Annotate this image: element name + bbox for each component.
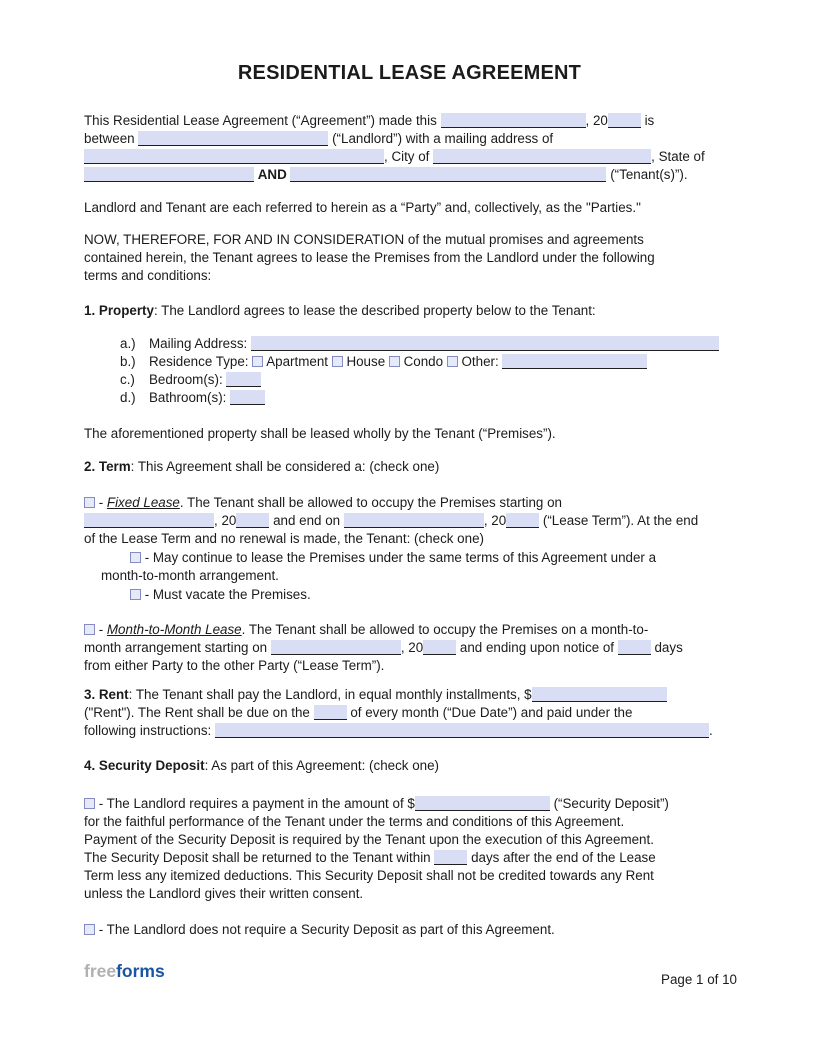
may-continue-text: - May continue to lease the Premises under the same terms of this Agreement under a	[141, 550, 657, 565]
fixed-lease-option-vacate	[84, 586, 744, 604]
deposit-required-checkbox[interactable]	[84, 798, 95, 809]
deposit-required-paragraph	[84, 795, 744, 903]
fixed-lease-text: , 20	[483, 513, 507, 528]
deposit-text: for the faithful performance of the Tenant under the terms and conditions of this Agreement.	[84, 814, 625, 829]
term-section-heading	[84, 458, 744, 476]
other-residence-type-field[interactable]	[502, 354, 647, 369]
m2m-text: month arrangement starting on	[84, 640, 271, 655]
property-heading-label: 1. Property	[84, 303, 154, 318]
rent-text: ("Rent"). The Rent shall be due on the	[84, 705, 314, 720]
consideration-text: contained herein, the Tenant agrees to lease the Premises from the Landlord under the following	[84, 250, 655, 265]
deposit-heading-text: : As part of this Agreement: (check one)	[204, 758, 440, 773]
item-d-label: Bathroom(s):	[149, 390, 231, 405]
rent-heading-label: 3. Rent	[84, 687, 129, 702]
month-to-month-paragraph	[84, 621, 744, 675]
payment-instructions-field[interactable]	[215, 723, 709, 738]
logo-free-text: free	[84, 961, 117, 981]
fixed-end-year-field[interactable]	[506, 513, 539, 528]
consideration-text: terms and conditions:	[84, 268, 212, 283]
m2m-start-year-field[interactable]	[423, 640, 456, 655]
deposit-heading-label: 4. Security Deposit	[84, 758, 205, 773]
rent-text: of every month (“Due Date”) and paid under the	[346, 705, 633, 720]
property-item-bathrooms	[120, 389, 744, 407]
due-day-field[interactable]	[314, 705, 347, 720]
term-heading-text: : This Agreement shall be considered a: (check one)	[130, 459, 440, 474]
intro-text: , 20	[585, 113, 608, 128]
property-item-mailing-address	[120, 335, 744, 353]
property-list	[84, 335, 744, 407]
parties-text: Landlord and Tenant are each referred to herein as a “Party” and, collectively, as the "Parties."	[84, 200, 641, 215]
other-checkbox[interactable]	[447, 356, 458, 367]
fixed-lease-label: Fixed Lease	[106, 495, 180, 510]
m2m-text: -	[95, 622, 107, 637]
premises-paragraph	[84, 425, 744, 443]
intro-text: (“Tenant(s)”).	[606, 167, 688, 182]
rent-paragraph	[84, 686, 744, 740]
deposit-amount-field[interactable]	[415, 796, 550, 811]
fixed-lease-text: (“Lease Term”). At the end	[539, 513, 699, 528]
item-a-marker: a.)	[120, 336, 136, 351]
notice-days-field[interactable]	[618, 640, 651, 655]
consideration-paragraph	[84, 231, 744, 285]
fixed-lease-text: of the Lease Term and no renewal is made, the Tenant: (check one)	[84, 531, 484, 546]
bedrooms-field[interactable]	[226, 372, 261, 387]
other-option-label: Other:	[457, 354, 503, 369]
m2m-text: days	[650, 640, 683, 655]
term-heading-label: 2. Term	[84, 459, 131, 474]
intro-text: This Residential Lease Agreement (“Agreement”) made this	[84, 113, 441, 128]
deposit-text: unless the Landlord gives their written consent.	[84, 886, 364, 901]
agreement-year-field[interactable]	[608, 113, 641, 128]
month-to-month-label: Month-to-Month Lease	[106, 622, 242, 637]
parties-paragraph	[84, 199, 744, 217]
city-field[interactable]	[433, 149, 651, 164]
m2m-text: . The Tenant shall be allowed to occupy the Premises on a month-to-	[241, 622, 649, 637]
landlord-address-field[interactable]	[84, 149, 384, 164]
intro-text: (“Landlord”) with a mailing address of	[328, 131, 554, 146]
tenant-name-field[interactable]	[290, 167, 606, 182]
deposit-text: - The Landlord requires a payment in the amount of $	[95, 796, 415, 811]
month-to-month-checkbox[interactable]	[84, 624, 95, 635]
page-number: Page 1 of 10	[661, 972, 737, 987]
page-title: RESIDENTIAL LEASE AGREEMENT	[237, 62, 582, 84]
property-section-heading	[84, 302, 744, 320]
bathrooms-field[interactable]	[230, 390, 265, 405]
apartment-checkbox[interactable]	[252, 356, 263, 367]
fixed-end-date-field[interactable]	[344, 513, 484, 528]
m2m-text: from either Party to the other Party (“Lease Term”).	[84, 658, 385, 673]
fixed-lease-text: -	[95, 495, 107, 510]
intro-text: , City of	[384, 149, 434, 164]
apartment-option-label: Apartment	[263, 354, 332, 369]
may-continue-checkbox[interactable]	[130, 552, 141, 563]
intro-text: between	[84, 131, 139, 146]
fixed-lease-text: , 20	[214, 513, 237, 528]
no-deposit-text: - The Landlord does not require a Security Deposit as part of this Agreement.	[95, 922, 555, 937]
m2m-text: and ending upon notice of	[456, 640, 618, 655]
m2m-start-date-field[interactable]	[271, 640, 401, 655]
intro-paragraph	[84, 112, 744, 184]
condo-option-label: Condo	[399, 354, 447, 369]
property-item-residence-type	[120, 353, 744, 371]
rent-amount-field[interactable]	[532, 687, 667, 702]
deposit-text: The Security Deposit shall be returned to the Tenant within	[84, 850, 435, 865]
house-option-label: House	[342, 354, 389, 369]
no-deposit-paragraph	[84, 921, 744, 939]
rent-text: .	[709, 723, 713, 738]
item-a-label: Mailing Address:	[149, 336, 251, 351]
property-mailing-address-field[interactable]	[251, 336, 719, 351]
fixed-lease-option-continue	[84, 549, 744, 585]
and-label: AND	[257, 167, 287, 182]
premises-text: The aforementioned property shall be leased wholly by the Tenant (“Premises”).	[84, 426, 556, 441]
deposit-text: days after the end of the Lease	[467, 850, 656, 865]
deposit-section-heading	[84, 757, 744, 775]
rent-text: following instructions:	[84, 723, 215, 738]
state-field[interactable]	[84, 167, 254, 182]
intro-text: is	[640, 113, 655, 128]
intro-text: , State of	[651, 149, 705, 164]
item-b-marker: b.)	[120, 354, 136, 369]
fixed-start-year-field[interactable]	[236, 513, 269, 528]
freeforms-logo	[84, 961, 165, 981]
fixed-start-date-field[interactable]	[84, 513, 214, 528]
item-d-marker: d.)	[120, 390, 136, 405]
m2m-text: , 20	[400, 640, 424, 655]
fixed-lease-text: . The Tenant shall be allowed to occupy the Premises starting on	[179, 495, 562, 510]
item-c-label: Bedroom(s):	[149, 372, 227, 387]
property-item-bedrooms	[120, 371, 744, 389]
logo-forms-text: forms	[116, 961, 165, 981]
no-deposit-checkbox[interactable]	[84, 924, 95, 935]
landlord-name-field[interactable]	[138, 131, 328, 146]
deposit-text: Payment of the Security Deposit is required by the Tenant upon the execution of this Agreement.	[84, 832, 654, 847]
house-checkbox[interactable]	[332, 356, 343, 367]
property-heading-text: : The Landlord agrees to lease the described property below to the Tenant:	[153, 303, 596, 318]
rent-text: : The Tenant shall pay the Landlord, in equal monthly installments, $	[128, 687, 532, 702]
item-c-marker: c.)	[120, 372, 135, 387]
deposit-text: Term less any itemized deductions. This Security Deposit shall not be credited towards any Rent	[84, 868, 654, 883]
fixed-lease-paragraph	[84, 494, 744, 548]
deposit-text: (“Security Deposit”)	[549, 796, 669, 811]
must-vacate-text: - Must vacate the Premises.	[141, 587, 311, 602]
may-continue-text: month-to-month arrangement.	[101, 568, 279, 583]
fixed-lease-text: and end on	[269, 513, 344, 528]
must-vacate-checkbox[interactable]	[130, 589, 141, 600]
agreement-day-field[interactable]	[441, 113, 586, 128]
fixed-lease-checkbox[interactable]	[84, 497, 95, 508]
item-b-label: Residence Type:	[149, 354, 253, 369]
condo-checkbox[interactable]	[389, 356, 400, 367]
deposit-return-days-field[interactable]	[434, 850, 467, 865]
consideration-text: NOW, THEREFORE, FOR AND IN CONSIDERATION of the mutual promises and agreements	[84, 232, 644, 247]
